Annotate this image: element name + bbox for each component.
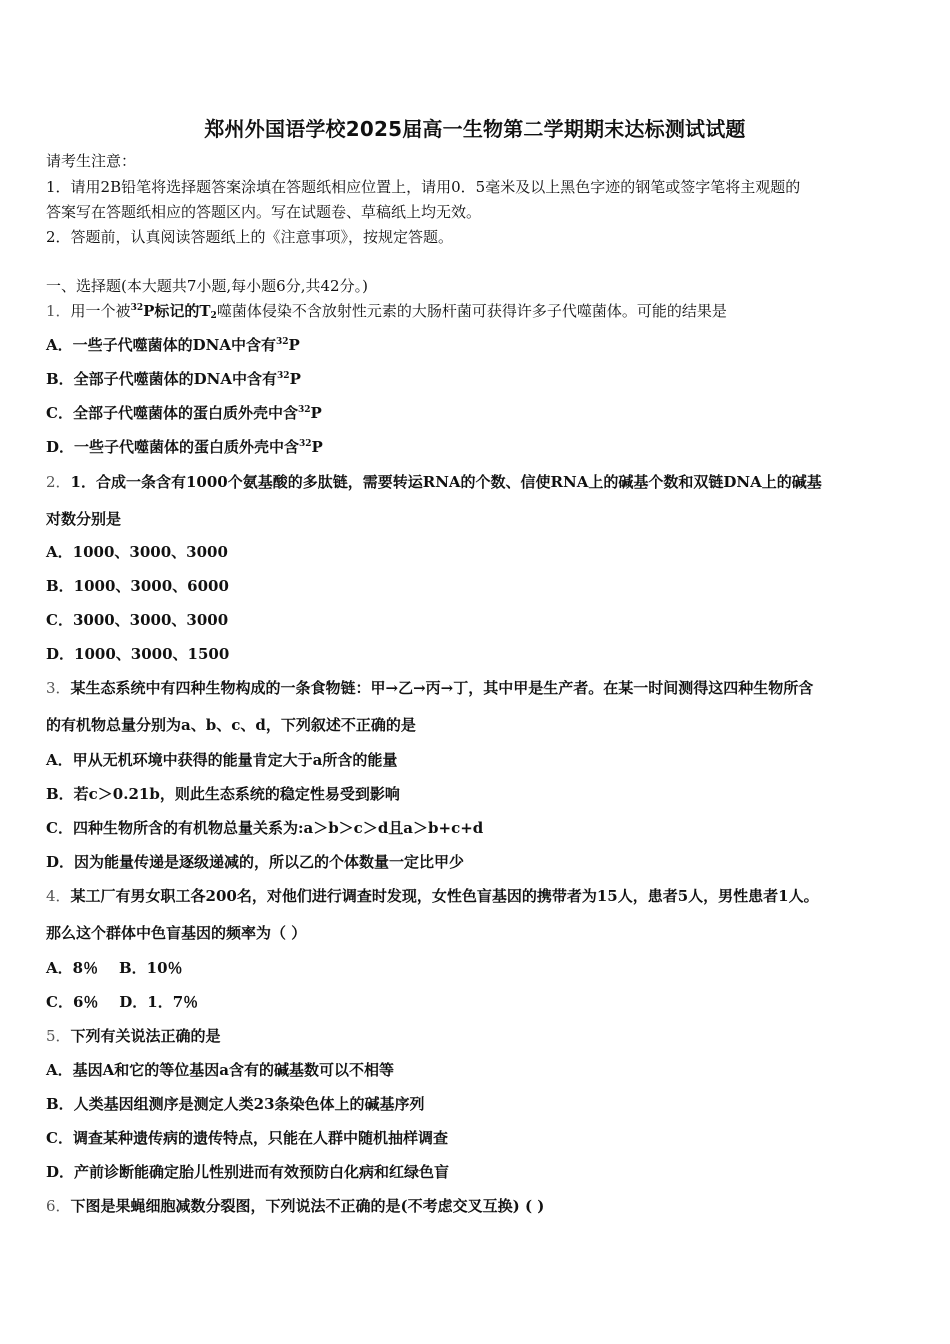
q2-option-c: C．3000、3000、3000: [46, 611, 229, 629]
q5-number: 5．: [46, 1027, 71, 1045]
q5-option-d: D．产前诊断能确定胎儿性别进而有效预防白化病和红绿色盲: [46, 1163, 450, 1181]
q1-stem: 1．用一个被$^{32}$P标记的$T_2$噬菌体侵染不含放射性元素的大肠杆菌可获得许多子代噬菌体。可能的结果是: [46, 302, 727, 321]
q2-option-b: B．1000、3000、6000: [46, 577, 229, 595]
q4-options-ab: A．8％ B．10％: [46, 959, 183, 977]
section-heading: 一、选择题(本大题共7小题,每小题6分,共42分。): [46, 277, 368, 295]
q3-number: 3．: [46, 679, 71, 697]
q3-option-c: C．四种生物所含的有机物总量关系为:a＞b＞c＞d且a＞b+c+d: [46, 819, 484, 837]
q3-option-a: A．甲从无机环境中获得的能量肯定大于a所含的能量: [46, 751, 398, 769]
q4-number: 4．: [46, 887, 71, 905]
q1-option-c: C．全部子代噬菌体的蛋白质外壳中含$^{32}$P: [46, 404, 322, 422]
q2-stem-line-2: 对数分别是: [46, 510, 122, 528]
q6-number: 6．: [46, 1197, 71, 1215]
q3-option-b: B．若c＞0.21b，则此生态系统的稳定性易受到影响: [46, 785, 400, 803]
q1-option-a: A．一些子代噬菌体的DNA中含有$^{32}$P: [46, 336, 300, 354]
q5-option-a: A．基因A和它的等位基因a含有的碱基数可以不相等: [46, 1061, 394, 1079]
q6-stem: 6．下图是果蝇细胞减数分裂图，下列说法不正确的是(不考虑交叉互换) ( ): [46, 1197, 545, 1215]
q4-options-cd: C．6％ D．1．7％: [46, 993, 199, 1011]
q5-option-c: C．调查某种遗传病的遗传特点，只能在人群中随机抽样调查: [46, 1129, 448, 1147]
q1-option-d: D．一些子代噬菌体的蛋白质外壳中含$^{32}$P: [46, 438, 323, 456]
q3-stem-line-1: 3．某生态系统中有四种生物构成的一条食物链：甲→乙→丙→丁，其中甲是生产者。在某一时间测得这四种生物所含: [46, 679, 814, 697]
q1-option-b: B．全部子代噬菌体的DNA中含有$^{32}$P: [46, 370, 301, 388]
q2-option-d: D．1000、3000、1500: [46, 645, 230, 663]
q2-number: 2．: [46, 473, 71, 491]
q3-stem-line-2: 的有机物总量分别为a、b、c、d，下列叙述不正确的是: [46, 716, 416, 734]
notice-line-3: 2．答题前，认真阅读答题纸上的《注意事项》，按规定答题。: [46, 228, 454, 246]
document-title: 郑州外国语学校2025届高一生物第二学期期末达标测试试题: [204, 117, 746, 141]
q5-option-b: B．人类基因组测序是测定人类23条染色体上的碱基序列: [46, 1095, 425, 1113]
q1-number: 1．: [46, 302, 71, 320]
q4-stem-line-1: 4．某工厂有男女职工各200名，对他们进行调查时发现，女性色盲基因的携带者为15人，患者5人，男性患者1人。: [46, 887, 819, 905]
q4-stem-line-2: 那么这个群体中色盲基因的频率为（ ）: [46, 924, 307, 942]
q3-option-d: D．因为能量传递是逐级递减的，所以乙的个体数量一定比甲少: [46, 853, 465, 871]
q2-option-a: A．1000、3000、3000: [46, 543, 228, 561]
notice-line-1: 1．请用2B铅笔将选择题答案涂填在答题纸相应位置上，请用0．5毫米及以上黑色字迹的钢笔或签字笔将主观题的: [46, 178, 801, 196]
q2-stem-line-1: 2．1．合成一条含有1000个氨基酸的多肽链，需要转运RNA的个数、信使RNA上的碱基个数和双链DNA上的碱基: [46, 473, 822, 491]
notice-heading: 请考生注意：: [46, 152, 137, 170]
notice-line-2: 答案写在答题纸相应的答题区内。写在试题卷、草稿纸上均无效。: [46, 203, 482, 221]
q5-stem: 5．下列有关说法正确的是: [46, 1027, 221, 1045]
